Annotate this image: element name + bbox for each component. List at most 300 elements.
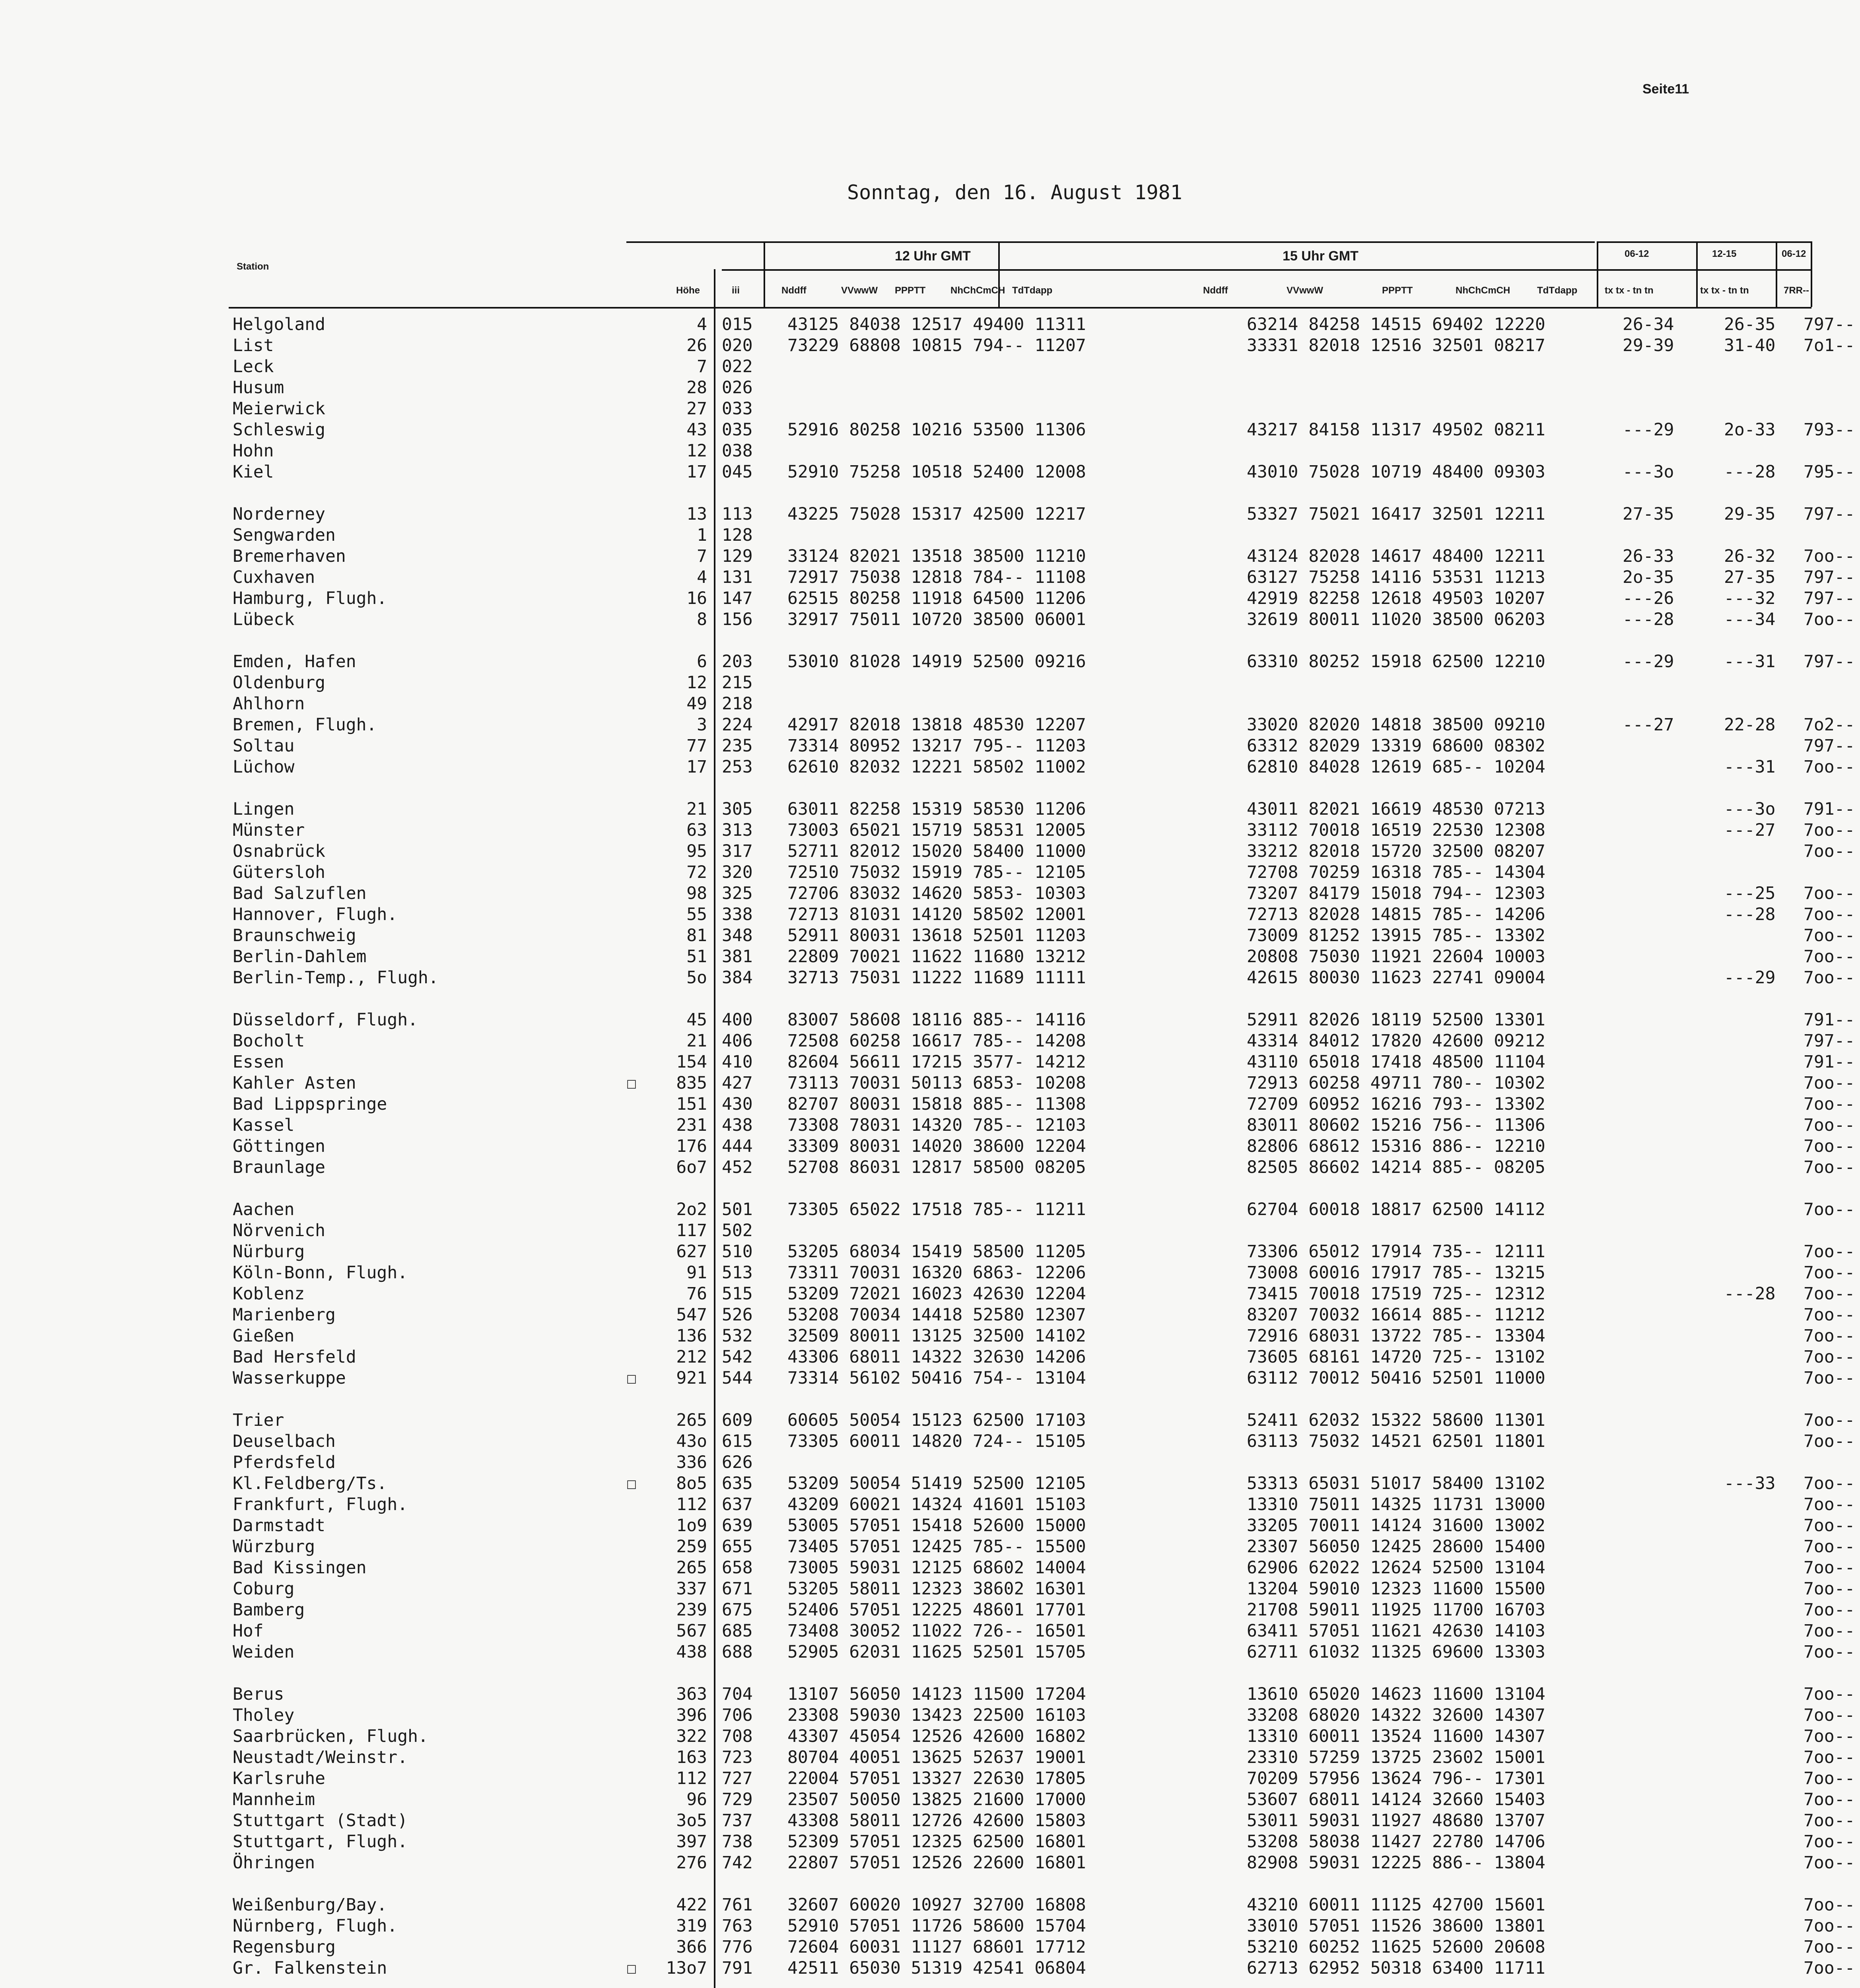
table-row bbox=[229, 1768, 1855, 1789]
obs-15-uhr: 82806 68612 15316 886-- 12210 bbox=[1247, 1136, 1545, 1156]
table-row bbox=[229, 714, 1855, 736]
station-name: Gr. Falkenstein bbox=[233, 1958, 387, 1978]
obs-12-uhr: 53010 81028 14919 52500 09216 bbox=[787, 652, 1086, 672]
station-name: Öhringen bbox=[233, 1853, 315, 1873]
station-name: Gießen bbox=[233, 1326, 295, 1346]
station-marker: ☐ bbox=[626, 1368, 637, 1388]
station-height: 117 bbox=[676, 1221, 707, 1241]
station-marker: ☐ bbox=[626, 1474, 637, 1493]
obs-12-uhr: 62515 80258 11918 64500 11206 bbox=[787, 588, 1086, 608]
obs-12-uhr: 72604 60031 11127 68601 17712 bbox=[787, 1937, 1086, 1957]
station-name: Braunschweig bbox=[233, 926, 356, 945]
obs-15-uhr: 63112 70012 50416 52501 11000 bbox=[1247, 1368, 1545, 1388]
header-extreme-2: tx tx - tn tn bbox=[1700, 285, 1749, 296]
station-height: 81 bbox=[686, 926, 707, 945]
obs-12-uhr: 42917 82018 13818 48530 12207 bbox=[787, 715, 1086, 735]
station-name: Coburg bbox=[233, 1579, 295, 1599]
precip-06-12: 7oo-- bbox=[1804, 757, 1855, 777]
station-height: 8 bbox=[697, 610, 707, 629]
table-row bbox=[229, 504, 1855, 525]
obs-15-uhr: 33205 70011 14124 31600 13002 bbox=[1247, 1516, 1545, 1536]
station-height: 26 bbox=[686, 336, 707, 355]
station-number: 045 bbox=[722, 462, 753, 482]
obs-15-uhr: 33020 82020 14818 38500 09210 bbox=[1247, 715, 1545, 735]
obs-12-uhr: 73308 78031 14320 785-- 12103 bbox=[787, 1115, 1086, 1135]
station-height: 7 bbox=[697, 357, 707, 377]
table-row bbox=[229, 546, 1855, 567]
obs-12-uhr: 23507 50050 13825 21600 17000 bbox=[787, 1790, 1086, 1809]
header-period-2: 12-15 bbox=[1712, 248, 1737, 259]
precip-06-12: 7oo-- bbox=[1804, 1747, 1855, 1767]
station-number: 615 bbox=[722, 1431, 753, 1451]
table-row bbox=[229, 1810, 1855, 1831]
obs-12-uhr: 32713 75031 11222 11689 11111 bbox=[787, 968, 1086, 988]
station-height: 151 bbox=[676, 1094, 707, 1114]
table-row bbox=[229, 1937, 1855, 1958]
table-row bbox=[229, 1642, 1855, 1663]
obs-15-uhr: 62906 62022 12624 52500 13104 bbox=[1247, 1558, 1545, 1578]
col-rule-15 bbox=[998, 241, 1000, 307]
station-number: 501 bbox=[722, 1200, 753, 1219]
table-row bbox=[229, 1536, 1855, 1557]
precip-06-12: 7oo-- bbox=[1804, 1263, 1855, 1283]
station-name: Neustadt/Weinstr. bbox=[233, 1747, 408, 1767]
precip-06-12: 7oo-- bbox=[1804, 968, 1855, 988]
station-height: 6 bbox=[697, 652, 707, 672]
station-height: 95 bbox=[686, 841, 707, 861]
station-height: 17 bbox=[686, 462, 707, 482]
temp-range-06-12: ---26 bbox=[1623, 588, 1674, 608]
station-number: 658 bbox=[722, 1558, 753, 1578]
obs-15-uhr: 72708 70259 16318 785-- 14304 bbox=[1247, 862, 1545, 882]
precip-06-12: 7o1-- bbox=[1804, 336, 1855, 355]
station-name: Lingen bbox=[233, 799, 295, 819]
station-number: 218 bbox=[722, 694, 753, 714]
station-name: Bad Hersfeld bbox=[233, 1347, 356, 1367]
obs-12-uhr: 43209 60021 14324 41601 15103 bbox=[787, 1495, 1086, 1514]
temp-range-12-15: 31-40 bbox=[1724, 336, 1776, 355]
table-row bbox=[229, 1052, 1855, 1073]
table-row bbox=[229, 967, 1855, 988]
station-number: 706 bbox=[722, 1705, 753, 1725]
station-number: 515 bbox=[722, 1284, 753, 1304]
header-12-col-4: NhChCmCH bbox=[950, 285, 1005, 296]
obs-15-uhr: 53607 68011 14124 32660 15403 bbox=[1247, 1790, 1545, 1809]
table-row bbox=[229, 1789, 1855, 1810]
table-row bbox=[229, 1157, 1855, 1178]
station-number: 763 bbox=[722, 1916, 753, 1936]
station-rows bbox=[229, 314, 1855, 1988]
station-number: 671 bbox=[722, 1579, 753, 1599]
obs-15-uhr: 21708 59011 11925 11700 16703 bbox=[1247, 1600, 1545, 1620]
station-number: 381 bbox=[722, 947, 753, 967]
station-height: 16 bbox=[686, 588, 707, 608]
station-height: 112 bbox=[676, 1769, 707, 1788]
station-name: Regensburg bbox=[233, 1937, 336, 1957]
header-period-1: 06-12 bbox=[1625, 248, 1649, 259]
obs-12-uhr: 52708 86031 12817 58500 08205 bbox=[787, 1157, 1086, 1177]
obs-12-uhr: 52711 82012 15020 58400 11000 bbox=[787, 841, 1086, 861]
temp-range-12-15: ---33 bbox=[1724, 1474, 1776, 1493]
obs-12-uhr: 53209 72021 16023 42630 12204 bbox=[787, 1284, 1086, 1304]
station-name: Kahler Asten bbox=[233, 1073, 356, 1093]
obs-12-uhr: 33309 80031 14020 38600 12204 bbox=[787, 1136, 1086, 1156]
obs-12-uhr: 82707 80031 15818 885-- 11308 bbox=[787, 1094, 1086, 1114]
obs-15-uhr: 43314 84012 17820 42600 09212 bbox=[1247, 1031, 1545, 1051]
obs-15-uhr: 72916 68031 13722 785-- 13304 bbox=[1247, 1326, 1545, 1346]
station-number: 526 bbox=[722, 1305, 753, 1325]
header-extreme-1: tx tx - tn tn bbox=[1605, 285, 1654, 296]
obs-15-uhr: 23310 57259 13725 23602 15001 bbox=[1247, 1747, 1545, 1767]
table-row bbox=[229, 335, 1855, 356]
station-name: Kiel bbox=[233, 462, 274, 482]
station-name: Saarbrücken, Flugh. bbox=[233, 1726, 428, 1746]
station-height: 45 bbox=[686, 1010, 707, 1030]
station-name: Norderney bbox=[233, 504, 325, 524]
station-name: Husum bbox=[233, 378, 284, 398]
precip-06-12: 791-- bbox=[1804, 1010, 1855, 1030]
header-bottom-rule bbox=[229, 307, 1811, 309]
station-name: Ahlhorn bbox=[233, 694, 305, 714]
obs-12-uhr: 43306 68011 14322 32630 14206 bbox=[787, 1347, 1086, 1367]
obs-12-uhr: 52406 57051 12225 48601 17701 bbox=[787, 1600, 1086, 1620]
table-row bbox=[229, 820, 1855, 841]
table-row bbox=[229, 1557, 1855, 1578]
station-height: 322 bbox=[676, 1726, 707, 1746]
precip-06-12: 7oo-- bbox=[1804, 1200, 1855, 1219]
obs-12-uhr: 52910 75258 10518 52400 12008 bbox=[787, 462, 1086, 482]
header-mid-rule bbox=[722, 269, 1811, 271]
station-height: 337 bbox=[676, 1579, 707, 1599]
obs-15-uhr: 43011 82021 16619 48530 07213 bbox=[1247, 799, 1545, 819]
station-name: Gütersloh bbox=[233, 862, 325, 882]
table-row bbox=[229, 1515, 1855, 1536]
table-row bbox=[229, 1010, 1855, 1031]
obs-15-uhr: 73605 68161 14720 725-- 13102 bbox=[1247, 1347, 1545, 1367]
station-name: Aachen bbox=[233, 1200, 295, 1219]
precip-06-12: 7oo-- bbox=[1804, 1284, 1855, 1304]
station-name: Hohn bbox=[233, 441, 274, 461]
obs-15-uhr: 33331 82018 12516 32501 08217 bbox=[1247, 336, 1545, 355]
station-number: 635 bbox=[722, 1474, 753, 1493]
precip-06-12: 791-- bbox=[1804, 1052, 1855, 1072]
temp-range-12-15: ---25 bbox=[1724, 883, 1776, 903]
station-height: 2o2 bbox=[676, 1200, 707, 1219]
station-name: Braunlage bbox=[233, 1157, 325, 1177]
header-extreme-3: 7RR-- bbox=[1784, 285, 1809, 296]
station-number: 729 bbox=[722, 1790, 753, 1809]
station-number: 215 bbox=[722, 673, 753, 693]
obs-15-uhr: 63214 84258 14515 69402 12220 bbox=[1247, 315, 1545, 334]
table-row bbox=[229, 1705, 1855, 1726]
obs-15-uhr: 53313 65031 51017 58400 13102 bbox=[1247, 1474, 1545, 1493]
station-height: 112 bbox=[676, 1495, 707, 1514]
precip-06-12: 7oo-- bbox=[1804, 1705, 1855, 1725]
station-number: 704 bbox=[722, 1684, 753, 1704]
station-number: 708 bbox=[722, 1726, 753, 1746]
obs-15-uhr: 13204 59010 12323 11600 15500 bbox=[1247, 1579, 1545, 1599]
obs-15-uhr: 43110 65018 17418 48500 11104 bbox=[1247, 1052, 1545, 1072]
table-row bbox=[229, 946, 1855, 967]
table-row bbox=[229, 609, 1855, 630]
obs-15-uhr: 83011 80602 15216 756-- 11306 bbox=[1247, 1115, 1545, 1135]
obs-12-uhr: 32509 80011 13125 32500 14102 bbox=[787, 1326, 1086, 1346]
station-number: 348 bbox=[722, 926, 753, 945]
table-row bbox=[229, 904, 1855, 925]
temp-range-12-15: ---28 bbox=[1724, 1284, 1776, 1304]
station-marker: ☐ bbox=[626, 1958, 637, 1978]
obs-12-uhr: 72706 83032 14620 5853- 10303 bbox=[787, 883, 1086, 903]
station-number: 776 bbox=[722, 1937, 753, 1957]
station-height: 21 bbox=[686, 799, 707, 819]
obs-15-uhr: 53327 75021 16417 32501 12211 bbox=[1247, 504, 1545, 524]
temp-range-06-12: 26-33 bbox=[1623, 546, 1674, 566]
station-name: Bremen, Flugh. bbox=[233, 715, 377, 735]
station-name: Berlin-Temp., Flugh. bbox=[233, 968, 439, 988]
precip-06-12: 7oo-- bbox=[1804, 1326, 1855, 1346]
obs-15-uhr: 73008 60016 17917 785-- 13215 bbox=[1247, 1263, 1545, 1283]
table-row bbox=[229, 1305, 1855, 1326]
temp-range-12-15: ---28 bbox=[1724, 462, 1776, 482]
obs-15-uhr: 62810 84028 12619 685-- 10204 bbox=[1247, 757, 1545, 777]
header-12-col-1: Nddff bbox=[781, 285, 807, 296]
header-15-col-1: Nddff bbox=[1203, 285, 1228, 296]
temp-range-12-15: ---3o bbox=[1724, 799, 1776, 819]
station-height: 627 bbox=[676, 1242, 707, 1262]
station-height: 835 bbox=[676, 1073, 707, 1093]
table-row bbox=[229, 525, 1652, 546]
table-row bbox=[229, 925, 1855, 946]
table-row bbox=[229, 1895, 1855, 1916]
station-number: 513 bbox=[722, 1263, 753, 1283]
obs-15-uhr: 42919 82258 12618 49503 10207 bbox=[1247, 588, 1545, 608]
station-name: Schleswig bbox=[233, 420, 325, 440]
station-number: 502 bbox=[722, 1221, 753, 1241]
station-name: Münster bbox=[233, 820, 305, 840]
table-row bbox=[229, 314, 1855, 335]
station-name: Düsseldorf, Flugh. bbox=[233, 1010, 418, 1030]
station-height: 43 bbox=[686, 420, 707, 440]
station-name: Tholey bbox=[233, 1705, 295, 1725]
obs-15-uhr: 62713 62952 50318 63400 11711 bbox=[1247, 1958, 1545, 1978]
table-row bbox=[229, 398, 1652, 419]
station-name: Frankfurt, Flugh. bbox=[233, 1495, 408, 1514]
table-row bbox=[229, 1410, 1855, 1431]
precip-06-12: 7oo-- bbox=[1804, 1516, 1855, 1536]
station-height: 3 bbox=[697, 715, 707, 735]
obs-15-uhr: 62704 60018 18817 62500 14112 bbox=[1247, 1200, 1545, 1219]
header-period-3: 06-12 bbox=[1782, 248, 1806, 259]
precip-06-12: 7o2-- bbox=[1804, 715, 1855, 735]
station-number: 338 bbox=[722, 905, 753, 924]
obs-12-uhr: 73311 70031 16320 6863- 12206 bbox=[787, 1263, 1086, 1283]
obs-15-uhr: 72913 60258 49711 780-- 10302 bbox=[1247, 1073, 1545, 1093]
station-name: Wasserkuppe bbox=[233, 1368, 346, 1388]
station-height: 567 bbox=[676, 1621, 707, 1641]
table-row bbox=[229, 1031, 1855, 1052]
precip-06-12: 7oo-- bbox=[1804, 1537, 1855, 1557]
station-height: 77 bbox=[686, 736, 707, 756]
header-12-col-5: TdTdapp bbox=[1012, 285, 1053, 296]
station-number: 147 bbox=[722, 588, 753, 608]
station-number: 761 bbox=[722, 1895, 753, 1915]
table-row bbox=[229, 1473, 1855, 1494]
obs-15-uhr: 73009 81252 13915 785-- 13302 bbox=[1247, 926, 1545, 945]
obs-15-uhr: 13310 60011 13524 11600 14307 bbox=[1247, 1726, 1545, 1746]
col-rule-end bbox=[1811, 241, 1812, 307]
station-name: Essen bbox=[233, 1052, 284, 1072]
station-number: 427 bbox=[722, 1073, 753, 1093]
obs-12-uhr: 83007 58608 18116 885-- 14116 bbox=[787, 1010, 1086, 1030]
obs-15-uhr: 43124 82028 14617 48400 12211 bbox=[1247, 546, 1545, 566]
station-height: 8o5 bbox=[676, 1474, 707, 1493]
col-rule-iii bbox=[764, 241, 765, 307]
precip-06-12: 7oo-- bbox=[1804, 1811, 1855, 1831]
table-row bbox=[229, 1621, 1855, 1642]
table-row bbox=[229, 1916, 1855, 1937]
station-height: 176 bbox=[676, 1136, 707, 1156]
station-height: 28 bbox=[686, 378, 707, 398]
temp-range-06-12: ---29 bbox=[1623, 420, 1674, 440]
temp-range-12-15: 27-35 bbox=[1724, 567, 1776, 587]
precip-06-12: 7oo-- bbox=[1804, 1431, 1855, 1451]
table-row bbox=[229, 356, 1652, 377]
station-height: 363 bbox=[676, 1684, 707, 1704]
obs-15-uhr: 82908 59031 12225 886-- 13804 bbox=[1247, 1853, 1545, 1873]
table-row bbox=[229, 757, 1855, 778]
station-number: 203 bbox=[722, 652, 753, 672]
station-name: Bamberg bbox=[233, 1600, 305, 1620]
precip-06-12: 7oo-- bbox=[1804, 883, 1855, 903]
obs-12-uhr: 72917 75038 12818 784-- 11108 bbox=[787, 567, 1086, 587]
table-row bbox=[229, 883, 1855, 904]
obs-15-uhr: 62711 61032 11325 69600 13303 bbox=[1247, 1642, 1545, 1662]
obs-15-uhr: 73415 70018 17519 725-- 12312 bbox=[1247, 1284, 1545, 1304]
precip-06-12: 7oo-- bbox=[1804, 1853, 1855, 1873]
obs-12-uhr: 73305 65022 17518 785-- 11211 bbox=[787, 1200, 1086, 1219]
station-height: 136 bbox=[676, 1326, 707, 1346]
station-number: 723 bbox=[722, 1747, 753, 1767]
precip-06-12: 7oo-- bbox=[1804, 1073, 1855, 1093]
obs-12-uhr: 52905 62031 11625 52501 15705 bbox=[787, 1642, 1086, 1662]
precip-06-12: 7oo-- bbox=[1804, 1769, 1855, 1788]
precip-06-12: 7oo-- bbox=[1804, 1157, 1855, 1177]
table-row bbox=[229, 1958, 1855, 1979]
table-top-rule-ext bbox=[1597, 241, 1811, 243]
station-number: 305 bbox=[722, 799, 753, 819]
station-name: Oldenburg bbox=[233, 673, 325, 693]
obs-15-uhr: 73207 84179 15018 794-- 12303 bbox=[1247, 883, 1545, 903]
temp-range-12-15: 2o-33 bbox=[1724, 420, 1776, 440]
station-number: 317 bbox=[722, 841, 753, 861]
station-number: 253 bbox=[722, 757, 753, 777]
station-height: 265 bbox=[676, 1410, 707, 1430]
station-number: 452 bbox=[722, 1157, 753, 1177]
temp-range-06-12: 26-34 bbox=[1623, 315, 1674, 334]
obs-15-uhr: 73306 65012 17914 735-- 12111 bbox=[1247, 1242, 1545, 1262]
station-height: 154 bbox=[676, 1052, 707, 1072]
table-row bbox=[229, 1684, 1855, 1705]
precip-06-12: 7oo-- bbox=[1804, 1895, 1855, 1915]
station-number: 727 bbox=[722, 1769, 753, 1788]
obs-15-uhr: 82505 86602 14214 885-- 08205 bbox=[1247, 1157, 1545, 1177]
temp-range-06-12: ---27 bbox=[1623, 715, 1674, 735]
obs-15-uhr: 32619 80011 11020 38500 06203 bbox=[1247, 610, 1545, 629]
station-height: 276 bbox=[676, 1853, 707, 1873]
header-station: Station bbox=[237, 261, 269, 272]
precip-06-12: 7oo-- bbox=[1804, 905, 1855, 924]
table-row bbox=[229, 1726, 1855, 1747]
precip-06-12: 7oo-- bbox=[1804, 1790, 1855, 1809]
station-height: 5o bbox=[686, 968, 707, 988]
precip-06-12: 7oo-- bbox=[1804, 1958, 1855, 1978]
obs-15-uhr: 33212 82018 15720 32500 08207 bbox=[1247, 841, 1545, 861]
obs-12-uhr: 73003 65021 15719 58531 12005 bbox=[787, 820, 1086, 840]
table-row bbox=[229, 1431, 1855, 1452]
station-name: Soltau bbox=[233, 736, 295, 756]
obs-12-uhr: 73005 59031 12125 68602 14004 bbox=[787, 1558, 1086, 1578]
obs-15-uhr: 43010 75028 10719 48400 09303 bbox=[1247, 462, 1545, 482]
precip-06-12: 7oo-- bbox=[1804, 1136, 1855, 1156]
station-height: 4 bbox=[697, 567, 707, 587]
obs-12-uhr: 53208 70034 14418 52580 12307 bbox=[787, 1305, 1086, 1325]
station-name: Pferdsfeld bbox=[233, 1452, 336, 1472]
station-name: Deuselbach bbox=[233, 1431, 336, 1451]
temp-range-06-12: 2o-35 bbox=[1623, 567, 1674, 587]
precip-06-12: 7oo-- bbox=[1804, 1642, 1855, 1662]
obs-12-uhr: 72713 81031 14120 58502 12001 bbox=[787, 905, 1086, 924]
station-height: 396 bbox=[676, 1705, 707, 1725]
station-number: 410 bbox=[722, 1052, 753, 1072]
precip-06-12: 797-- bbox=[1804, 567, 1855, 587]
precip-06-12: 797-- bbox=[1804, 736, 1855, 756]
station-height: 3o5 bbox=[676, 1811, 707, 1831]
page-title: Sonntag, den 16. August 1981 bbox=[847, 181, 1182, 204]
station-height: 265 bbox=[676, 1558, 707, 1578]
precip-06-12: 7oo-- bbox=[1804, 1579, 1855, 1599]
temp-range-12-15: 29-35 bbox=[1724, 504, 1776, 524]
precip-06-12: 7oo-- bbox=[1804, 1832, 1855, 1852]
station-name: Cuxhaven bbox=[233, 567, 315, 587]
station-height: 43o bbox=[676, 1431, 707, 1451]
station-number: 655 bbox=[722, 1537, 753, 1557]
station-height: 91 bbox=[686, 1263, 707, 1283]
temp-range-06-12: ---28 bbox=[1623, 610, 1674, 629]
station-height: 921 bbox=[676, 1368, 707, 1388]
station-height: 13 bbox=[686, 504, 707, 524]
precip-06-12: 7oo-- bbox=[1804, 841, 1855, 861]
station-height: 12 bbox=[686, 673, 707, 693]
precip-06-12: 7oo-- bbox=[1804, 1600, 1855, 1620]
station-number: 438 bbox=[722, 1115, 753, 1135]
precip-06-12: 7oo-- bbox=[1804, 947, 1855, 967]
obs-12-uhr: 53005 57051 15418 52600 15000 bbox=[787, 1516, 1086, 1536]
station-name: Emden, Hafen bbox=[233, 652, 356, 672]
station-height: 231 bbox=[676, 1115, 707, 1135]
station-number: 400 bbox=[722, 1010, 753, 1030]
obs-12-uhr: 73314 80952 13217 795-- 11203 bbox=[787, 736, 1086, 756]
obs-12-uhr: 22809 70021 11622 11680 13212 bbox=[787, 947, 1086, 967]
obs-15-uhr: 70209 57956 13624 796-- 17301 bbox=[1247, 1769, 1545, 1788]
table-row bbox=[229, 1452, 1652, 1473]
obs-12-uhr: 73113 70031 50113 6853- 10208 bbox=[787, 1073, 1086, 1093]
precip-06-12: 7oo-- bbox=[1804, 1115, 1855, 1135]
table-row bbox=[229, 1241, 1855, 1262]
obs-15-uhr: 20808 75030 11921 22604 10003 bbox=[1247, 947, 1545, 967]
table-row bbox=[229, 588, 1855, 609]
station-name: Osnabrück bbox=[233, 841, 325, 861]
obs-15-uhr: 43217 84158 11317 49502 08211 bbox=[1247, 420, 1545, 440]
